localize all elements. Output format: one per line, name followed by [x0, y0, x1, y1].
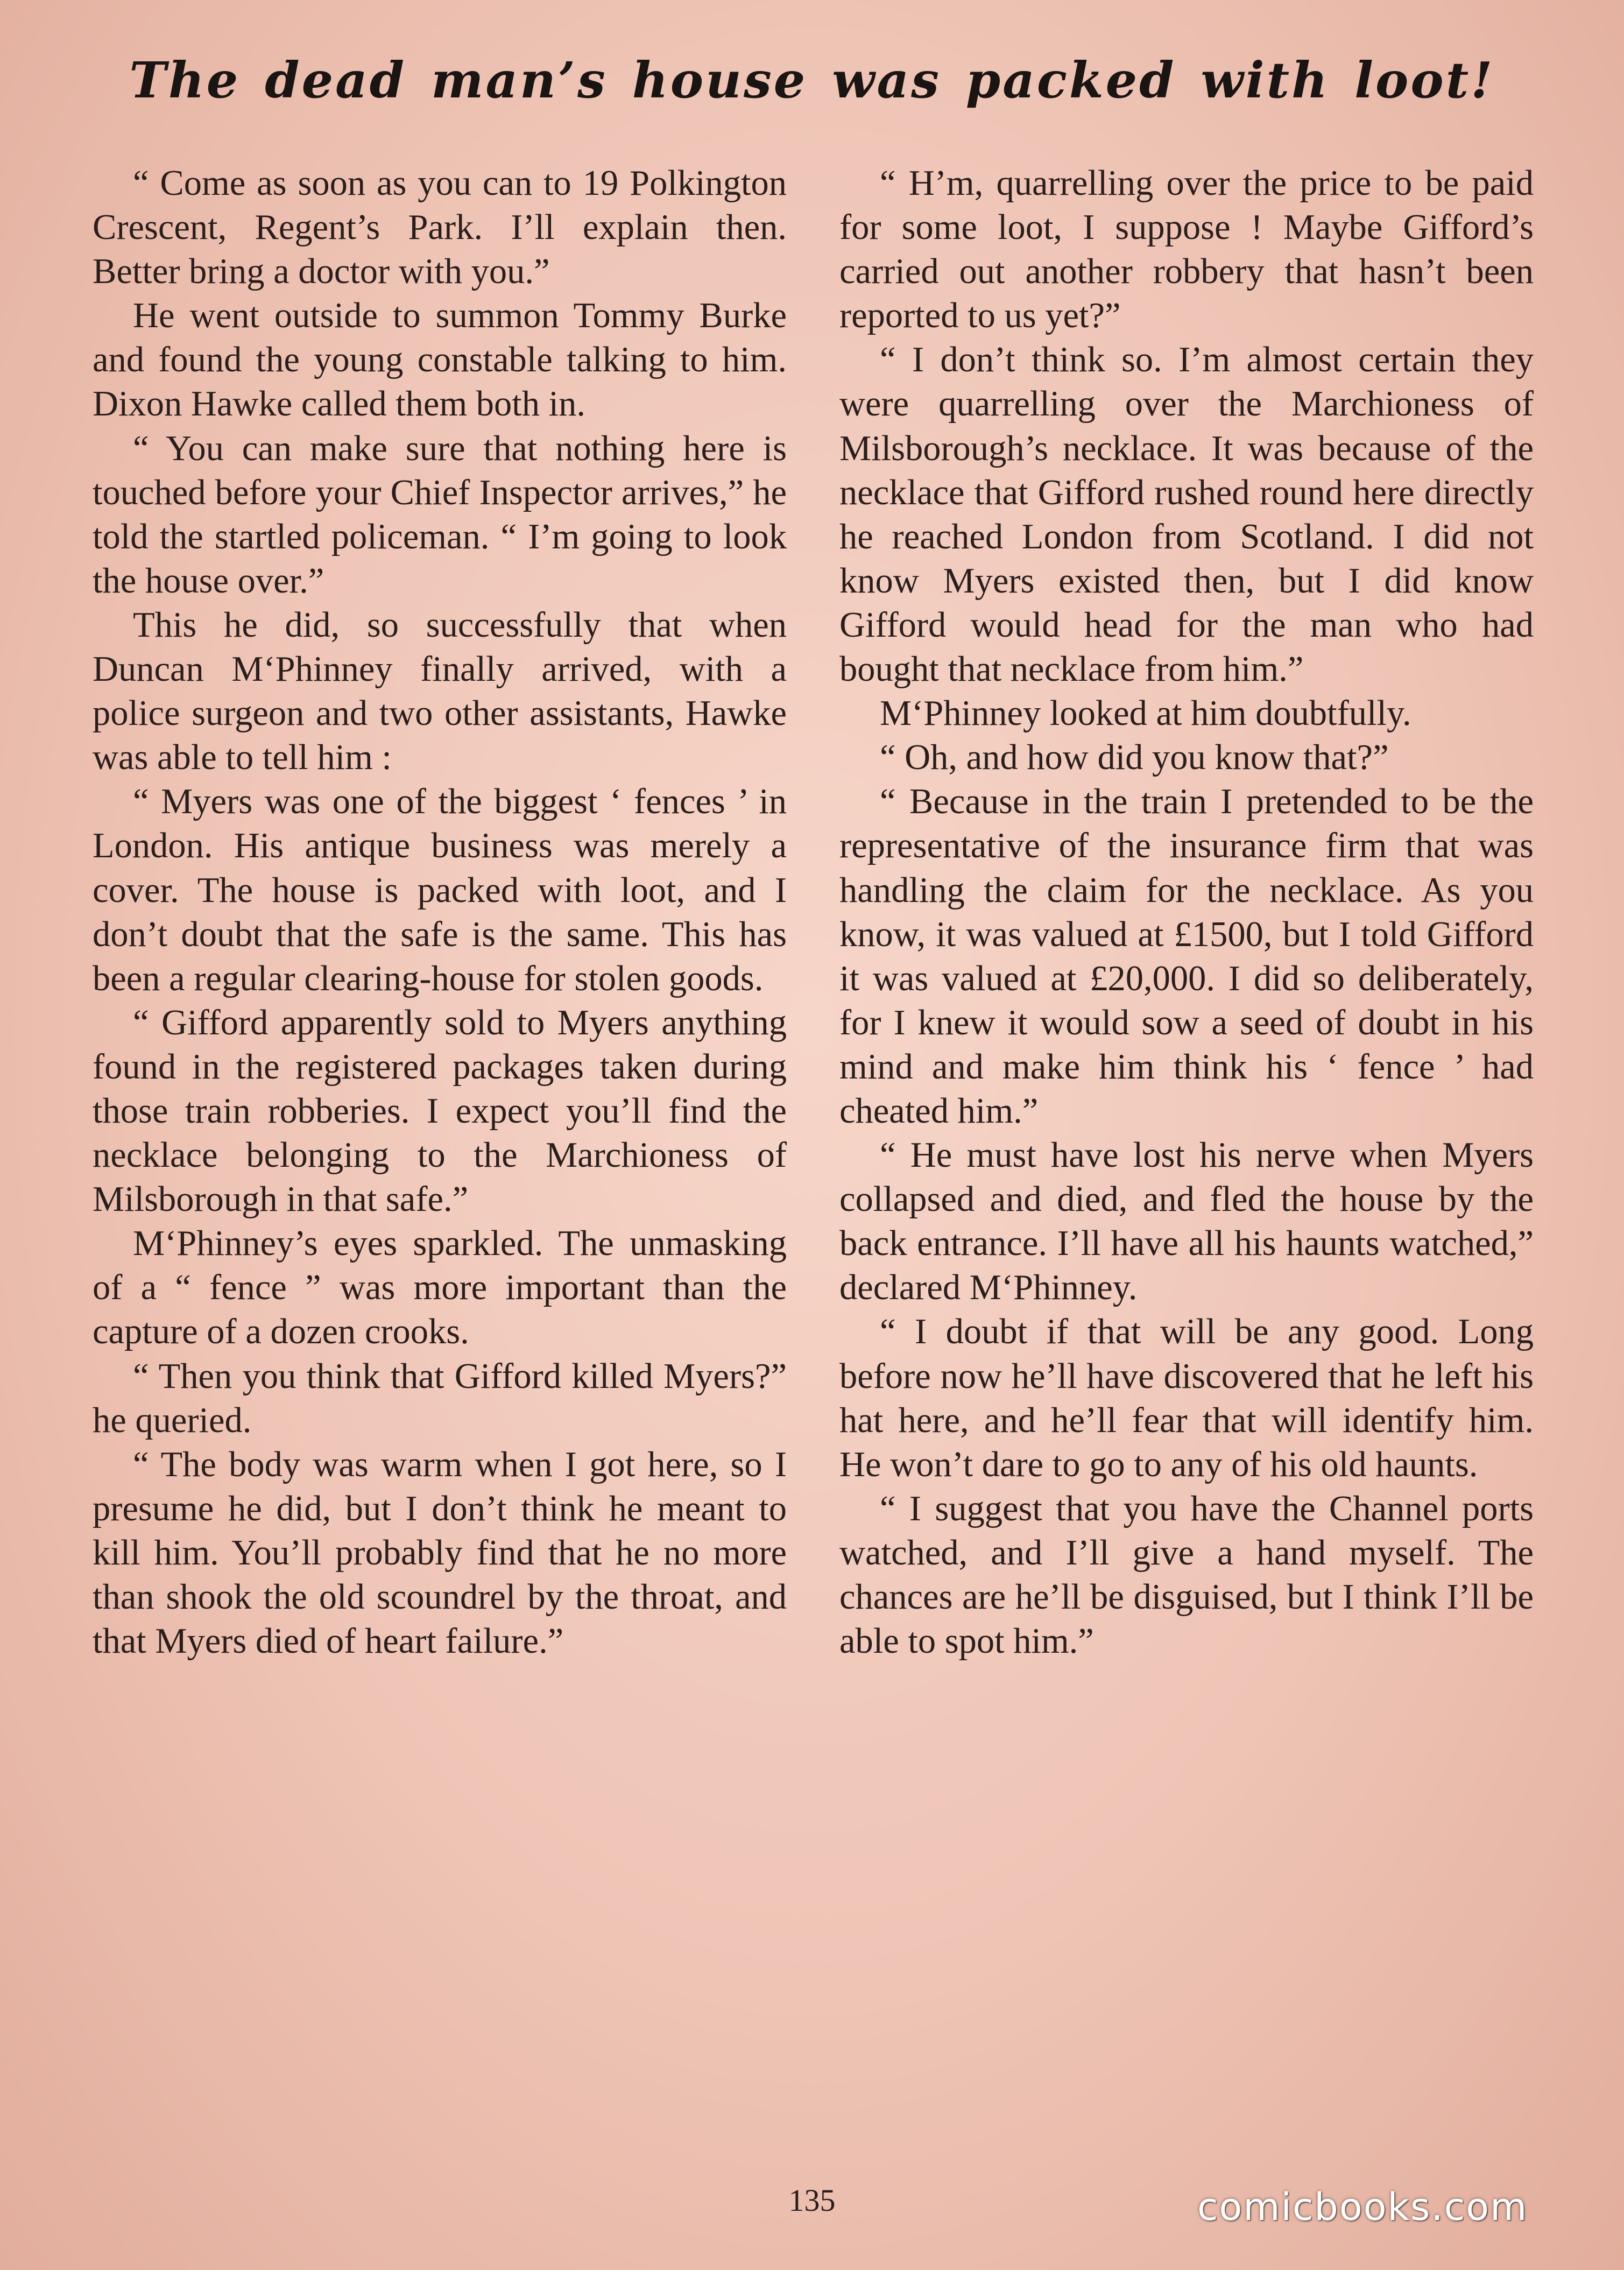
paragraph: “ I doubt if that will be any good. Long before now he’ll have discovered that he left his hat here, and he’ll fear that will identify him. He won’t dare to go to any of his old haunts.	[839, 1312, 1534, 1484]
paragraph: “ The body was warm when I got here, so I presume he did, but I don’t think he meant to kill him. You’ll probably find that he no more than shook the old scoundrel by the throat, and that Myers died of heart failure.”	[93, 1444, 787, 1661]
paragraph: “ Then you think that Gifford killed Myers?” he queried.	[93, 1356, 787, 1440]
paragraph: M‘Phinney looked at him doubtfully.	[880, 694, 1411, 734]
paragraph: “ Come as soon as you can to 19 Polkington Crescent, Regent’s Park. I’ll explain then. Better bring a doctor with you.”	[93, 164, 787, 292]
paragraph: “ You can make sure that nothing here is touched before your Chief Inspector arrives,” he told the startled policeman. “ I’m going to look the house over.”	[93, 428, 787, 601]
page-title: The dead man’s house was packed with loot!	[129, 51, 1495, 109]
paragraph: “ He must have lost his nerve when Myers collapsed and died, and fled the house by the back entrance. I’ll have all his haunts watched,” declared M‘Phinney.	[839, 1136, 1534, 1308]
paragraph: M‘Phinney’s eyes sparkled. The unmasking of a “ fence ” was more important than the capture of a dozen crooks.	[93, 1224, 787, 1352]
paragraph: “ Because in the train I pretended to be the representative of the insurance firm that was handling the claim for the necklace. As you know, it was valued at £1500, but I told Gifford it was valued at £20,000. I did so deliberately, for I knew it would sow a seed of doubt in his mind and make him think his ‘ fence ’ had cheated him.”	[839, 782, 1534, 1131]
left-column	[93, 161, 787, 1663]
paragraph: This he did, so successfully that when Duncan M‘Phinney finally arrived, with a police surgeon and two other assistants, Hawke was able to tell him :	[93, 605, 787, 778]
page-number: 135	[788, 2183, 836, 2218]
paragraph: “ I don’t think so. I’m almost certain they were quarrelling over the Marchioness of Milsborough’s necklace. It was because of the necklace that Gifford rushed round here directly he reached London from Scotland. I did not know Myers existed then, but I did know Gifford would head for the man who had bought that necklace from him.”	[839, 340, 1534, 689]
paragraph: “ Myers was one of the biggest ‘ fences ’ in London. His antique business was merely a cover. The house is packed with loot, and I don’t doubt that the safe is the same. This has been a regular clearing-house for stolen goods.	[93, 782, 787, 998]
paragraph: “ Oh, and how did you know that?”	[880, 738, 1389, 778]
paragraph: He went outside to summon Tommy Burke and found the young constable talking to him. Dixon Hawke called them both in.	[93, 296, 787, 424]
right-column	[839, 161, 1534, 1663]
paragraph: “ Gifford apparently sold to Myers anything found in the registered packages taken during those train robberies. I expect you’ll find the necklace belonging to the Marchioness of Milsborough in that safe.”	[93, 1003, 787, 1219]
watermark: comicbooks.com	[1197, 2185, 1528, 2229]
paragraph: “ H’m, quarrelling over the price to be paid for some loot, I suppose ! Maybe Gifford’s carried out another robbery that hasn’t been reported to us yet?”	[839, 164, 1534, 336]
paragraph: “ I suggest that you have the Channel ports watched, and I’ll give a hand myself. The chances are he’ll be disguised, but I think I’ll be able to spot him.”	[839, 1489, 1534, 1661]
